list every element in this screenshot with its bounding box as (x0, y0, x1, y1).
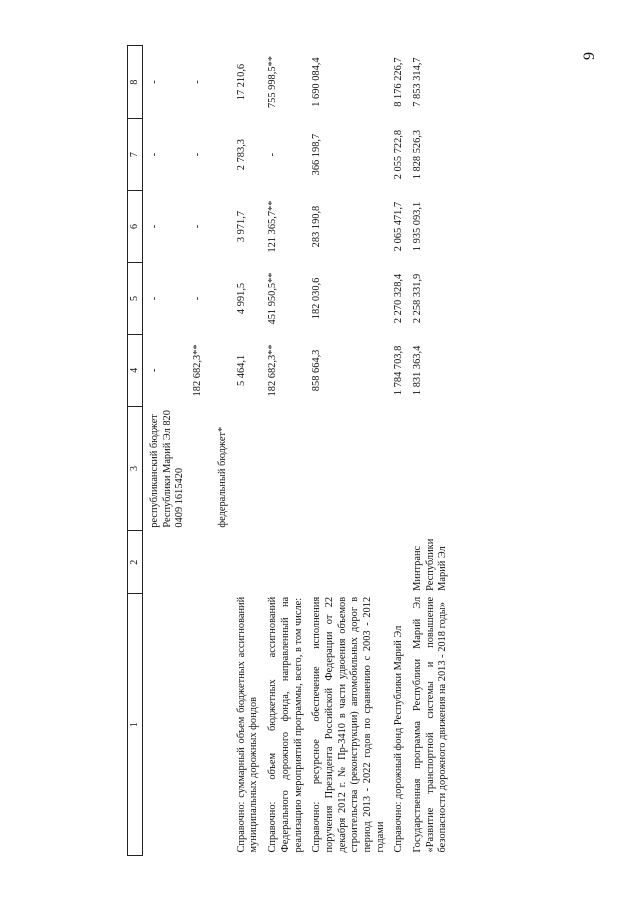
cell-value-7 (147, 119, 234, 191)
cell-value-4: 1 784 703,8 (393, 345, 405, 396)
header-cell: 8 (128, 46, 143, 119)
cell-value-4: 5 464,1 (235, 354, 247, 386)
cell-value-5: 4 991,5 (235, 282, 247, 315)
cell-executor (234, 531, 265, 594)
value-republican: - (149, 224, 160, 229)
cell-value-8: 1 690 084,4 (311, 57, 323, 107)
cell-value-5: 182 030,6 (311, 277, 323, 320)
value-republican: - (149, 80, 160, 84)
cell-description: Государственная программа Республики Марий Эл «Развитие транспортной системы и повышение безопасности дорожного движения на 2013 - 2018 годы» (412, 596, 449, 853)
header-cell: 5 (128, 263, 143, 335)
cell-value-6: 283 190,8 (311, 205, 323, 248)
table-row (410, 46, 454, 856)
cell-executor (147, 531, 234, 594)
cell-value-7: 2 055 722,8 (393, 129, 405, 180)
header-row (128, 46, 143, 856)
cell-executor (391, 531, 410, 594)
header-cell: 6 (128, 191, 143, 263)
cell-value-8: 755 998,5** (267, 56, 279, 109)
cell-value-6: 1 935 093,1 (412, 201, 423, 252)
cell-executor (309, 531, 391, 594)
value-federal: - (191, 80, 203, 84)
cell-value-7: 366 198,7 (311, 133, 323, 176)
table-row (391, 46, 410, 856)
cell-executor: Минтранс Республики Марий Эл (412, 538, 449, 591)
cell-value-5: 2 258 331,9 (412, 273, 423, 324)
table-row (147, 46, 234, 856)
header-cell: 1 (128, 594, 143, 856)
cell-source (234, 406, 265, 530)
value-federal: 182 682,3** (191, 344, 203, 397)
cell-description (147, 594, 234, 856)
value-republican: - (149, 296, 160, 301)
cell-description: Справочно: суммарный объем бюджетных ассигнований муниципальных дорожных фондов (235, 596, 260, 853)
cell-value-7: - (267, 152, 279, 157)
table-row (265, 46, 309, 856)
page-number: 9 (581, 52, 598, 60)
cell-value-7: 2 783,3 (235, 139, 247, 171)
cell-value-6: 2 065 471,7 (393, 201, 405, 252)
cell-value-8: 8 176 226,7 (393, 57, 405, 107)
cell-source (309, 406, 391, 530)
cell-description: Справочно: ресурсное обеспечение исполнения поручения Президента Российской Федерации от 22 декабря 2012 г. № Пр-3410 в части удвоения объемов строительства (реконструкции) автомобильных дорог в период 2013 - 2022 годов по сравнению с 2003 - 2012 годами (311, 596, 386, 853)
cell-value-8: 17 210,6 (235, 63, 247, 101)
cell-value-4: 858 664,3 (311, 349, 323, 392)
value-federal: - (191, 152, 203, 157)
table-row (309, 46, 391, 856)
table-row (234, 46, 265, 856)
source-federal-budget: федеральный бюджет* (217, 426, 229, 528)
cell-executor (265, 531, 309, 594)
value-republican: - (149, 152, 160, 157)
cell-value-8: 7 853 314,7 (412, 57, 423, 107)
cell-value-6 (147, 191, 234, 263)
rotated-table-container (127, 45, 638, 856)
cell-value-7: 1 828 526,3 (412, 129, 423, 180)
cell-description: Справочно: объем бюджетных ассигнований Федерального дорожного фонда, направленный на реализацию мероприятий программы, всего, в том числе: (267, 596, 304, 853)
source-republican-budget: республиканский бюджет Республики Марий Эл 820 0409 1615420 (149, 410, 186, 528)
header-cell: 7 (128, 119, 143, 191)
cell-value-4: 182 682,3** (267, 344, 279, 397)
header-cell: 3 (128, 406, 143, 530)
budget-table (127, 45, 454, 856)
cell-value-4: 1 831 363,4 (412, 345, 423, 396)
cell-value-5: 451 950,5** (267, 272, 279, 325)
header-cell: 2 (128, 531, 143, 594)
cell-value-6: 3 971,7 (235, 210, 247, 243)
cell-value-6: 121 365,7** (267, 200, 279, 253)
cell-value-4 (147, 334, 234, 406)
cell-value-8 (147, 46, 234, 119)
value-republican: - (149, 368, 160, 373)
cell-description: Справочно: дорожный фонд Республики Марий Эл (393, 625, 405, 853)
header-cell: 4 (128, 334, 143, 406)
value-federal: - (191, 224, 203, 229)
cell-source (265, 406, 309, 530)
cell-source (391, 406, 410, 530)
cell-value-5 (147, 263, 234, 335)
cell-source (147, 406, 234, 530)
cell-value-5: 2 270 328,4 (393, 273, 405, 324)
value-federal: - (191, 296, 203, 301)
cell-source (410, 406, 454, 530)
